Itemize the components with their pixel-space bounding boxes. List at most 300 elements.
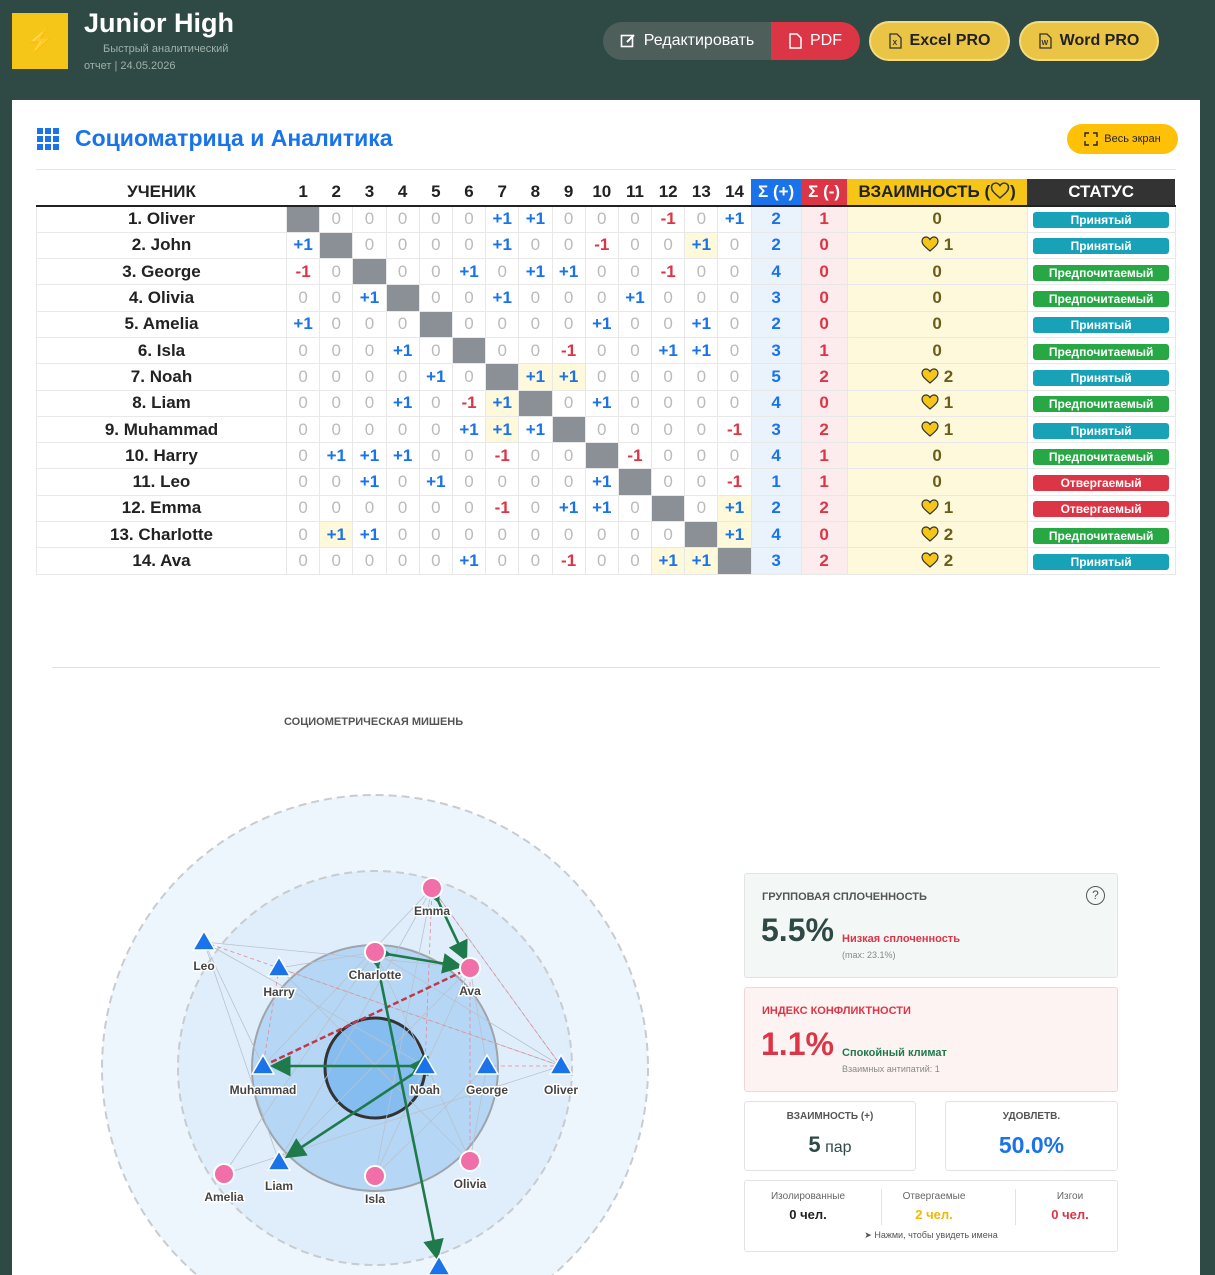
choice-cell: +1 [585, 390, 618, 416]
choice-cell: 0 [287, 337, 320, 363]
choice-cell: 0 [419, 416, 452, 442]
choice-cell: 0 [652, 443, 685, 469]
cohesion-card [744, 873, 1118, 978]
choice-cell: -1 [618, 443, 651, 469]
choice-cell: 0 [419, 390, 452, 416]
column-header-number: 14 [718, 179, 751, 206]
choice-cell: +1 [685, 232, 718, 258]
mutual-value: 1 [943, 498, 954, 518]
choice-cell: +1 [685, 337, 718, 363]
node-label: Oliver [543, 1083, 579, 1097]
svg-text:X: X [892, 40, 897, 47]
table-row [37, 495, 1176, 521]
help-icon[interactable]: ? [1086, 886, 1105, 905]
choice-cell: +1 [486, 285, 519, 311]
choice-cell: 0 [320, 390, 353, 416]
mutual-cell [847, 548, 1027, 574]
student-name: 7. Noah [37, 364, 287, 390]
mutual-value: 0 [932, 288, 942, 308]
student-name: 6. Isla [37, 337, 287, 363]
choice-cell: 0 [552, 443, 585, 469]
sum-negative-value: 2 [801, 495, 847, 521]
choice-cell: -1 [486, 495, 519, 521]
status-badge: Предпочитаемый [1033, 396, 1169, 412]
choice-cell: 0 [685, 390, 718, 416]
choice-cell: +1 [386, 390, 419, 416]
choice-cell: 0 [486, 469, 519, 495]
status-badge: Принятый [1033, 554, 1169, 570]
choice-cell: 0 [419, 443, 452, 469]
choice-cell: 0 [519, 522, 552, 548]
choice-cell: 0 [353, 337, 386, 363]
column-header-number: 7 [486, 179, 519, 206]
choice-cell: +1 [320, 522, 353, 548]
column-header-sum-positive: Σ (+) [751, 179, 801, 206]
sum-negative-value: 0 [801, 522, 847, 548]
choice-cell: 0 [320, 337, 353, 363]
choice-cell: 0 [386, 548, 419, 574]
choice-cell: 0 [519, 285, 552, 311]
sum-positive-value: 2 [751, 311, 801, 337]
choice-cell: 0 [618, 416, 651, 442]
choice-cell: -1 [452, 390, 485, 416]
column-header-number: 11 [618, 179, 651, 206]
status-cell [1027, 522, 1175, 548]
status-badge: Принятый [1033, 370, 1169, 386]
choice-cell: -1 [486, 443, 519, 469]
choice-cell: 0 [419, 522, 452, 548]
sum-positive-value: 4 [751, 259, 801, 285]
choice-cell: 0 [618, 232, 651, 258]
choice-cell: 0 [552, 285, 585, 311]
choice-cell: 0 [585, 364, 618, 390]
choice-cell: 0 [320, 364, 353, 390]
choice-cell: +1 [320, 443, 353, 469]
mutual-value: 0 [932, 209, 942, 229]
choice-cell: 0 [685, 495, 718, 521]
table-row [37, 548, 1176, 574]
choice-cell: +1 [353, 285, 386, 311]
student-name: 11. Leo [37, 469, 287, 495]
word-label: Word PRO [1059, 32, 1140, 49]
cohesion-desc: Низкая сплоченность [842, 933, 960, 945]
mutual-cell [847, 364, 1027, 390]
hint-text: Нажми, чтобы увидеть имена [874, 1230, 998, 1240]
diagonal-cell [585, 443, 618, 469]
choice-cell: 0 [320, 416, 353, 442]
edit-icon [620, 33, 636, 49]
choice-cell: 0 [452, 232, 485, 258]
choice-cell: 0 [552, 311, 585, 337]
diagonal-cell [452, 337, 485, 363]
choice-cell: +1 [486, 206, 519, 232]
student-name: 14. Ava [37, 548, 287, 574]
mutual-value: 0 [932, 261, 942, 281]
choice-cell: +1 [486, 390, 519, 416]
choice-cell: 0 [419, 206, 452, 232]
choice-cell: +1 [452, 416, 485, 442]
sum-positive-value: 3 [751, 416, 801, 442]
sociometric-target [92, 780, 672, 1275]
pdf-button[interactable] [771, 22, 860, 60]
status-badge: Отвергаемый [1033, 501, 1169, 517]
choice-cell: 0 [386, 522, 419, 548]
column-header-student: УЧЕНИК [37, 179, 287, 206]
node-girl [460, 958, 480, 978]
bolt-icon: ⚡ [25, 27, 55, 55]
choice-cell: +1 [718, 495, 751, 521]
choice-cell: +1 [585, 311, 618, 337]
choice-cell: +1 [287, 232, 320, 258]
student-name: 3. George [37, 259, 287, 285]
sum-positive-value: 4 [751, 390, 801, 416]
node-label: Liam [264, 1179, 294, 1193]
choice-cell: 0 [585, 522, 618, 548]
mutual-cell [847, 259, 1027, 285]
excel-file-icon [889, 33, 902, 49]
sum-positive-value: 1 [751, 469, 801, 495]
choice-cell: 0 [519, 469, 552, 495]
node-girl [422, 878, 442, 898]
diagonal-cell [386, 285, 419, 311]
choice-cell: 0 [320, 206, 353, 232]
choice-cell: 0 [386, 259, 419, 285]
node-girl [365, 942, 385, 962]
status-badge: Принятый [1033, 423, 1169, 439]
rejected-value: 2 чел. [915, 1207, 953, 1222]
choice-cell: +1 [386, 337, 419, 363]
choice-cell: 0 [386, 206, 419, 232]
choice-cell: 0 [618, 548, 651, 574]
choice-cell: 0 [320, 548, 353, 574]
mutual-cell [847, 495, 1027, 521]
choice-cell: 0 [452, 285, 485, 311]
choice-cell: 0 [519, 443, 552, 469]
choice-cell: 0 [718, 390, 751, 416]
choice-cell: 0 [585, 337, 618, 363]
column-header-number: 13 [685, 179, 718, 206]
status-cell [1027, 206, 1175, 232]
choice-cell: 0 [519, 232, 552, 258]
mutual-cell [847, 522, 1027, 548]
status-badge: Отвергаемый [1033, 475, 1169, 491]
column-header-status: СТАТУС [1027, 179, 1175, 206]
choice-cell: 0 [718, 337, 751, 363]
mutual-value: 1 [943, 419, 954, 439]
pointer-icon: ➤ [864, 1230, 872, 1240]
word-file-icon [1039, 33, 1052, 49]
status-cell [1027, 285, 1175, 311]
conflict-card [744, 987, 1118, 1092]
choice-cell: +1 [685, 311, 718, 337]
satisfaction-value: 50.0% [998, 1132, 1065, 1158]
target-center [325, 1018, 425, 1118]
status-cell [1027, 416, 1175, 442]
node-label: Harry [263, 985, 295, 999]
choice-cell: 0 [486, 311, 519, 337]
edit-pdf-group [603, 22, 860, 60]
heart-icon [990, 182, 1010, 201]
choice-cell: 0 [652, 522, 685, 548]
status-badge: Принятый [1033, 317, 1169, 333]
choice-cell: 0 [552, 206, 585, 232]
sum-positive-value: 2 [751, 206, 801, 232]
choice-cell: 0 [452, 364, 485, 390]
cohesion-max: (max: 23.1%) [842, 950, 896, 960]
choice-cell: 0 [618, 495, 651, 521]
choice-cell: 0 [652, 416, 685, 442]
column-header-number: 8 [519, 179, 552, 206]
sum-positive-value: 3 [751, 285, 801, 311]
mutual-header-end: ) [1010, 182, 1016, 201]
choice-cell: 0 [652, 232, 685, 258]
sum-positive-value: 4 [751, 522, 801, 548]
word-pro-button[interactable] [1019, 21, 1159, 61]
choice-cell: 0 [618, 337, 651, 363]
choice-cell: -1 [552, 337, 585, 363]
excel-pro-button[interactable] [869, 21, 1010, 61]
choice-cell: 0 [552, 232, 585, 258]
choice-cell: 0 [419, 285, 452, 311]
node-label: Noah [410, 1083, 440, 1097]
sum-positive-value: 5 [751, 364, 801, 390]
choice-cell: +1 [652, 337, 685, 363]
choice-cell: 0 [718, 285, 751, 311]
choice-cell: 0 [452, 495, 485, 521]
status-cell [1027, 495, 1175, 521]
mutual-value: 1 [943, 393, 954, 413]
mutual-label: ВЗАИМНОСТЬ (+) [786, 1111, 874, 1122]
choice-cell: 0 [685, 285, 718, 311]
mutual-value: 0 [932, 314, 942, 334]
choice-cell: 0 [618, 364, 651, 390]
sum-negative-value: 1 [801, 443, 847, 469]
student-name: 2. John [37, 232, 287, 258]
mutual-cell [847, 232, 1027, 258]
student-name: 4. Olivia [37, 285, 287, 311]
choice-cell: 0 [652, 469, 685, 495]
table-row [37, 259, 1176, 285]
groups-card[interactable] [744, 1180, 1118, 1252]
mutual-unit: пар [825, 1139, 852, 1156]
sum-negative-value: 1 [801, 206, 847, 232]
conflict-sub: Взаимных антипатий: 1 [842, 1064, 940, 1074]
status-cell [1027, 390, 1175, 416]
choice-cell: +1 [419, 469, 452, 495]
sum-negative-value: 1 [801, 337, 847, 363]
choice-cell: 0 [718, 364, 751, 390]
choice-cell: 0 [287, 285, 320, 311]
satisfaction-card [945, 1101, 1118, 1171]
conflict-label: ИНДЕКС КОНФЛИКТНОСТИ [762, 1005, 911, 1017]
choice-cell: -1 [718, 416, 751, 442]
choice-cell: 0 [685, 364, 718, 390]
column-header-number: 4 [386, 179, 419, 206]
node-girl [214, 1164, 234, 1184]
choice-cell: 0 [652, 364, 685, 390]
choice-cell: +1 [452, 548, 485, 574]
fullscreen-button[interactable] [1067, 124, 1178, 154]
choice-cell: +1 [519, 259, 552, 285]
column-header-sum-negative: Σ (-) [801, 179, 847, 206]
mutual-cell [847, 443, 1027, 469]
mutual-cell [847, 311, 1027, 337]
mutual-cell [847, 390, 1027, 416]
node-label: Leo [193, 959, 215, 973]
choice-cell: 0 [486, 337, 519, 363]
status-cell [1027, 232, 1175, 258]
diagonal-cell [718, 548, 751, 574]
choice-cell: 0 [287, 390, 320, 416]
choice-cell: 0 [452, 522, 485, 548]
diagonal-cell [419, 311, 452, 337]
target-title: СОЦИОМЕТРИЧЕСКАЯ МИШЕНЬ [284, 716, 464, 728]
mutual-value: 1 [943, 235, 954, 255]
choice-cell: +1 [353, 522, 386, 548]
student-name: 13. Charlotte [37, 522, 287, 548]
choice-cell: 0 [419, 548, 452, 574]
table-row [37, 443, 1176, 469]
choice-cell: 0 [652, 285, 685, 311]
report-date: отчет | 24.05.2026 [84, 60, 176, 72]
choice-cell: 0 [685, 443, 718, 469]
pdf-label: PDF [810, 32, 842, 49]
choice-cell: 0 [287, 495, 320, 521]
mutual-cell [847, 337, 1027, 363]
table-row [37, 390, 1176, 416]
pdf-file-icon [789, 33, 802, 49]
column-header-number: 3 [353, 179, 386, 206]
node-label: Emma [413, 904, 451, 918]
node-label: Isla [364, 1192, 386, 1206]
mutual-value: 0 [932, 472, 942, 492]
choice-cell: 0 [519, 311, 552, 337]
choice-cell: 0 [419, 337, 452, 363]
choice-cell: +1 [585, 495, 618, 521]
choice-cell: +1 [452, 259, 485, 285]
node-label: Muhammad [229, 1083, 297, 1097]
choice-cell: 0 [618, 522, 651, 548]
edit-button[interactable] [603, 22, 771, 60]
app-logo [12, 13, 68, 69]
status-cell [1027, 259, 1175, 285]
heart-icon [921, 235, 944, 254]
choice-cell: +1 [486, 416, 519, 442]
choice-cell: 0 [486, 259, 519, 285]
student-name: 1. Oliver [37, 206, 287, 232]
choice-cell: 0 [452, 469, 485, 495]
table-row [37, 311, 1176, 337]
status-cell [1027, 364, 1175, 390]
choice-cell: 0 [585, 206, 618, 232]
status-cell [1027, 337, 1175, 363]
sum-negative-value: 2 [801, 416, 847, 442]
choice-cell: -1 [652, 259, 685, 285]
diagonal-cell [287, 206, 320, 232]
mutual-value: 0 [932, 340, 942, 360]
choice-cell: 0 [320, 469, 353, 495]
edit-label: Редактировать [643, 32, 755, 49]
mutual-value: 2 [943, 366, 954, 386]
choice-cell: +1 [519, 364, 552, 390]
choice-cell: 0 [419, 232, 452, 258]
mutual-cell [847, 285, 1027, 311]
choice-cell: 0 [618, 259, 651, 285]
choice-cell: 0 [552, 469, 585, 495]
cohesion-label: ГРУППОВАЯ СПЛОЧЕННОСТЬ [762, 891, 927, 903]
sum-positive-value: 3 [751, 337, 801, 363]
choice-cell: 0 [287, 364, 320, 390]
rejected-label: Отвергаемые [902, 1191, 966, 1202]
mutual-cell [847, 416, 1027, 442]
choice-cell: -1 [287, 259, 320, 285]
choice-cell: 0 [452, 311, 485, 337]
divider [52, 667, 1160, 668]
choice-cell: 0 [419, 495, 452, 521]
choice-cell: +1 [419, 364, 452, 390]
choice-cell: -1 [718, 469, 751, 495]
choice-cell: 0 [585, 285, 618, 311]
choice-cell: +1 [519, 416, 552, 442]
choice-cell: -1 [652, 206, 685, 232]
diagonal-cell [353, 259, 386, 285]
choice-cell: 0 [486, 548, 519, 574]
choice-cell: 0 [353, 416, 386, 442]
choice-cell: 0 [618, 390, 651, 416]
choice-cell: 0 [287, 416, 320, 442]
heart-icon [921, 525, 944, 544]
column-header-number: 9 [552, 179, 585, 206]
choice-cell: 0 [685, 469, 718, 495]
choice-cell: +1 [353, 443, 386, 469]
choice-cell: +1 [552, 259, 585, 285]
main-panel [12, 100, 1200, 1275]
sum-negative-value: 2 [801, 364, 847, 390]
heart-icon [921, 420, 944, 439]
status-badge: Предпочитаемый [1033, 528, 1169, 544]
column-header-number: 10 [585, 179, 618, 206]
choice-cell: 0 [486, 522, 519, 548]
choice-cell: 0 [519, 495, 552, 521]
choice-cell: 0 [320, 311, 353, 337]
choice-cell: 0 [718, 259, 751, 285]
mutual-cell [847, 469, 1027, 495]
choice-cell: 0 [652, 390, 685, 416]
divider [36, 169, 1176, 170]
choice-cell: 0 [386, 364, 419, 390]
choice-cell: 0 [718, 311, 751, 337]
sum-positive-value: 3 [751, 548, 801, 574]
choice-cell: 0 [452, 206, 485, 232]
choice-cell: 0 [287, 548, 320, 574]
choice-cell: 0 [552, 522, 585, 548]
choice-cell: 0 [652, 311, 685, 337]
choice-cell: 0 [386, 495, 419, 521]
heart-icon [921, 498, 944, 517]
diagonal-cell [652, 495, 685, 521]
column-header-number: 5 [419, 179, 452, 206]
choice-cell: +1 [618, 285, 651, 311]
status-cell [1027, 311, 1175, 337]
status-badge: Предпочитаемый [1033, 449, 1169, 465]
conflict-desc: Спокойный климат [842, 1047, 947, 1059]
table-row [37, 522, 1176, 548]
status-badge: Принятый [1033, 212, 1169, 228]
app-subtitle: Быстрый аналитический [103, 43, 229, 55]
mutual-value: 5 [808, 1132, 821, 1157]
choice-cell: 0 [618, 311, 651, 337]
table-row [37, 232, 1176, 258]
